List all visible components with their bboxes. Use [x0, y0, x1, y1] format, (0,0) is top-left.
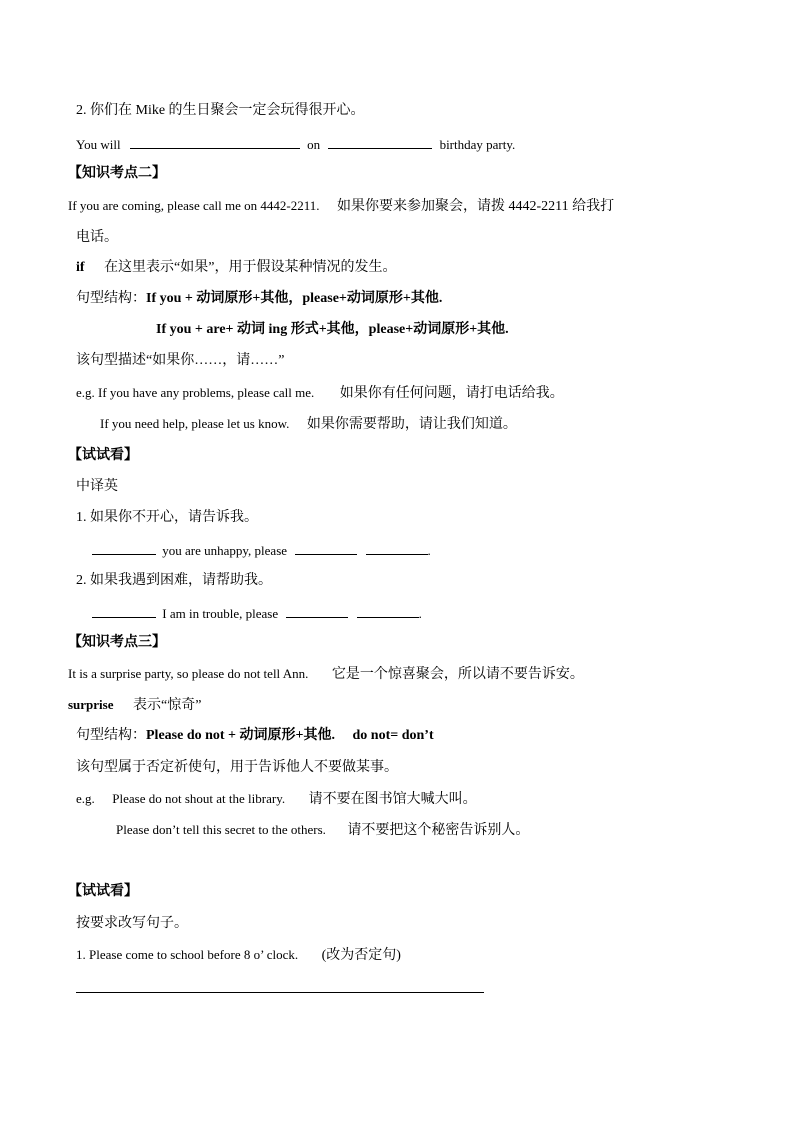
exercise-1-chinese: 1. 如果你不开心，请告诉我。 — [76, 510, 258, 525]
exercise-text: I am in trouble, please — [162, 606, 279, 621]
pattern-description: 该句型描述“如果你……，请……” — [76, 353, 285, 368]
section-title-try-2: 【试试看】 — [68, 884, 138, 899]
pattern-label: 句型结构： — [76, 291, 146, 306]
example-english: If you need help, please let us know. — [100, 416, 290, 431]
example-chinese: 请不要把这个秘密告诉别人。 — [347, 823, 530, 838]
exercise-2-chinese: 2. 你们在 Mike 的生日聚会一定会玩得很开心。 — [76, 103, 365, 118]
pattern-formula: Please do not + 动词原形+其他. — [146, 728, 336, 743]
pattern-note: do not= don’t — [352, 728, 434, 743]
exercise-1-english-line — [92, 540, 431, 561]
example-chinese: 如果你有任何问题，请打电话给我。 — [339, 386, 564, 401]
example-label: e.g. — [76, 791, 95, 806]
exercise-text: birthday party. — [439, 137, 516, 152]
section-title-knowledge-2: 【知识考点二】 — [68, 166, 166, 181]
answer-blank[interactable] — [130, 134, 300, 149]
exercise-text: . — [418, 606, 422, 621]
keyword: if — [76, 260, 85, 275]
section-title-try-1: 【试试看】 — [68, 448, 138, 463]
pattern-description: 该句型属于否定祈使句，用于告诉他人不要做某事。 — [76, 760, 398, 775]
keyword-description: 表示“惊奇” — [133, 698, 202, 713]
exercise-english: 1. Please come to school before 8 o’ clock. — [76, 947, 299, 962]
example-english: e.g. If you have any problems, please call me. — [76, 385, 315, 400]
exercise-hint: (改为否定句) — [321, 948, 401, 963]
keyword-line-surprise — [68, 695, 201, 716]
example-english: If you are coming, please call me on 4442-2211. — [68, 198, 320, 213]
exercise-text: on — [307, 137, 321, 152]
pattern-line-1 — [76, 289, 442, 309]
answer-blank[interactable] — [357, 603, 419, 618]
section-title-knowledge-3: 【知识考点三】 — [68, 635, 166, 650]
pattern-formula: If you + 动词原形+其他，please+动词原形+其他. — [146, 291, 443, 306]
example-chinese: 它是一个惊喜聚会，所以请不要告诉安。 — [331, 667, 584, 682]
answer-blank[interactable] — [295, 540, 357, 555]
example-chinese: 如果你要来参加聚会，请拨 4442-2211 给我打 — [337, 199, 615, 214]
pattern-line — [76, 726, 434, 746]
exercise-2-chinese: 2. 如果我遇到困难，请帮助我。 — [76, 573, 272, 588]
answer-blank[interactable] — [328, 134, 432, 149]
exercise-2-english-line — [76, 134, 515, 155]
answer-line[interactable] — [76, 992, 484, 993]
exercise-text: . — [427, 543, 431, 558]
exercise-instruction: 中译英 — [76, 479, 118, 494]
exercise-2-english-line — [92, 603, 422, 624]
answer-blank[interactable] — [366, 540, 428, 555]
keyword-description: 在这里表示“如果”，用于假设某种情况的发生。 — [104, 260, 397, 275]
example-english: Please do not shout at the library. — [112, 791, 286, 806]
example-2 — [116, 820, 529, 841]
example-english: It is a surprise party, so please do not tell Ann. — [68, 666, 309, 681]
exercise-text: You will — [76, 137, 121, 152]
example-chinese-continued: 电话。 — [76, 230, 118, 245]
example-1 — [76, 383, 564, 404]
keyword: surprise — [68, 697, 114, 712]
example-english: Please don’t tell this secret to the others. — [116, 822, 326, 837]
example-1 — [76, 789, 477, 810]
answer-blank[interactable] — [92, 540, 156, 555]
exercise-instruction: 按要求改写句子。 — [76, 916, 188, 931]
exercise-text: you are unhappy, please — [162, 543, 288, 558]
pattern-label: 句型结构： — [76, 728, 146, 743]
example-chinese: 请不要在图书馆大喊大叫。 — [308, 792, 477, 807]
example-2 — [100, 414, 517, 435]
example-chinese: 如果你需要帮助，请让我们知道。 — [306, 417, 517, 432]
example-sentence — [68, 664, 584, 685]
answer-blank[interactable] — [286, 603, 348, 618]
pattern-line-2: If you + are+ 动词 ing 形式+其他，please+动词原形+其他. — [156, 322, 509, 337]
keyword-line-if — [76, 258, 397, 278]
answer-blank[interactable] — [92, 603, 156, 618]
example-sentence — [68, 196, 614, 217]
exercise-1-line — [76, 945, 401, 966]
